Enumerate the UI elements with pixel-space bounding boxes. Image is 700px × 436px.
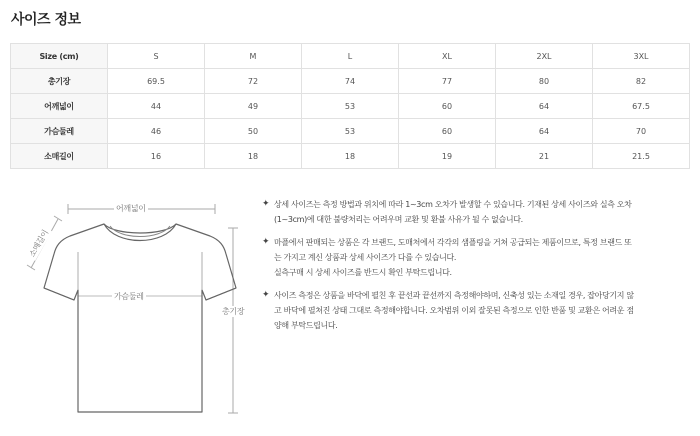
table-cell: 53 [302, 94, 399, 119]
table-cell: 49 [205, 94, 302, 119]
table-row [11, 69, 690, 94]
table-cell: 64 [496, 119, 593, 144]
table-cell: 46 [108, 119, 205, 144]
bullet-icon: ✦ [262, 290, 270, 300]
note-line: 상세 사이즈는 측정 방법과 위치에 따라 1~3cm 오차가 발생할 수 있습니다. 기재된 상세 사이즈와 실측 오차 [274, 200, 632, 209]
table-cell: 67.5 [593, 94, 690, 119]
shoulder-width-label: 어깨넓이 [116, 204, 146, 213]
table-cell: 60 [399, 94, 496, 119]
size-column-header: XL [399, 44, 496, 69]
table-cell: 74 [302, 69, 399, 94]
table-cell: 70 [593, 119, 690, 144]
table-cell: 18 [205, 144, 302, 169]
size-diagram [20, 192, 260, 428]
list-item [262, 197, 692, 227]
table-cell: 72 [205, 69, 302, 94]
table-row [11, 119, 690, 144]
bullet-icon: ✦ [262, 199, 270, 209]
note-line: 고 바닥에 펼쳐진 상태 그대로 측정해야합니다. 오차범위 이외 잘못된 측정으로 인한 반품 및 교환은 어려운 점 [274, 306, 634, 315]
row-label: 가슴둘레 [11, 119, 108, 144]
size-table [10, 43, 690, 169]
chest-width-label: 가슴둘레 [114, 292, 144, 301]
row-label: 총기장 [11, 69, 108, 94]
note-line: 마플에서 판매되는 상품은 각 브랜드, 도매처에서 각각의 샘플링을 거쳐 공급되는 제품이므로, 특정 브랜드 또 [274, 238, 632, 247]
table-row [11, 94, 690, 119]
table-cell: 21.5 [593, 144, 690, 169]
table-cell: 18 [302, 144, 399, 169]
size-column-header: 2XL [496, 44, 593, 69]
table-cell: 50 [205, 119, 302, 144]
table-header-row [11, 44, 690, 69]
table-cell: 77 [399, 69, 496, 94]
table-cell: 16 [108, 144, 205, 169]
size-header-cell: Size (cm) [11, 44, 108, 69]
size-column-header: L [302, 44, 399, 69]
table-cell: 82 [593, 69, 690, 94]
table-cell: 69.5 [108, 69, 205, 94]
table-cell: 60 [399, 119, 496, 144]
table-cell: 80 [496, 69, 593, 94]
note-line: (1~3cm)에 대한 불량처리는 어려우며 교환 및 환불 사유가 될 수 없습니다. [274, 215, 523, 224]
table-row [11, 144, 690, 169]
total-length-label: 총기장 [222, 307, 245, 316]
row-label: 소매길이 [11, 144, 108, 169]
note-line: 는 가지고 계신 상품과 상세 사이즈가 다를 수 있습니다. [274, 253, 457, 262]
size-column-header: S [108, 44, 205, 69]
sleeve-length-label: 소매길이 [26, 226, 52, 261]
size-notes-list [262, 197, 692, 341]
size-column-header: 3XL [593, 44, 690, 69]
note-line: 실측구매 시 상세 사이즈를 반드시 확인 부탁드립니다. [274, 268, 452, 277]
note-line: 사이즈 측정은 상품을 바닥에 펼친 후 끝선과 끝선까지 측정해야하며, 신축성 있는 소재일 경우, 잡아당기지 않 [274, 291, 634, 300]
table-cell: 21 [496, 144, 593, 169]
list-item [262, 235, 692, 280]
table-cell: 44 [108, 94, 205, 119]
bullet-icon: ✦ [262, 237, 270, 247]
note-line: 양해 부탁드립니다. [274, 321, 338, 330]
table-cell: 53 [302, 119, 399, 144]
table-cell: 19 [399, 144, 496, 169]
page-title: 사이즈 정보 [11, 12, 81, 28]
list-item [262, 288, 692, 333]
row-label: 어깨넓이 [11, 94, 108, 119]
table-cell: 64 [496, 94, 593, 119]
size-column-header: M [205, 44, 302, 69]
